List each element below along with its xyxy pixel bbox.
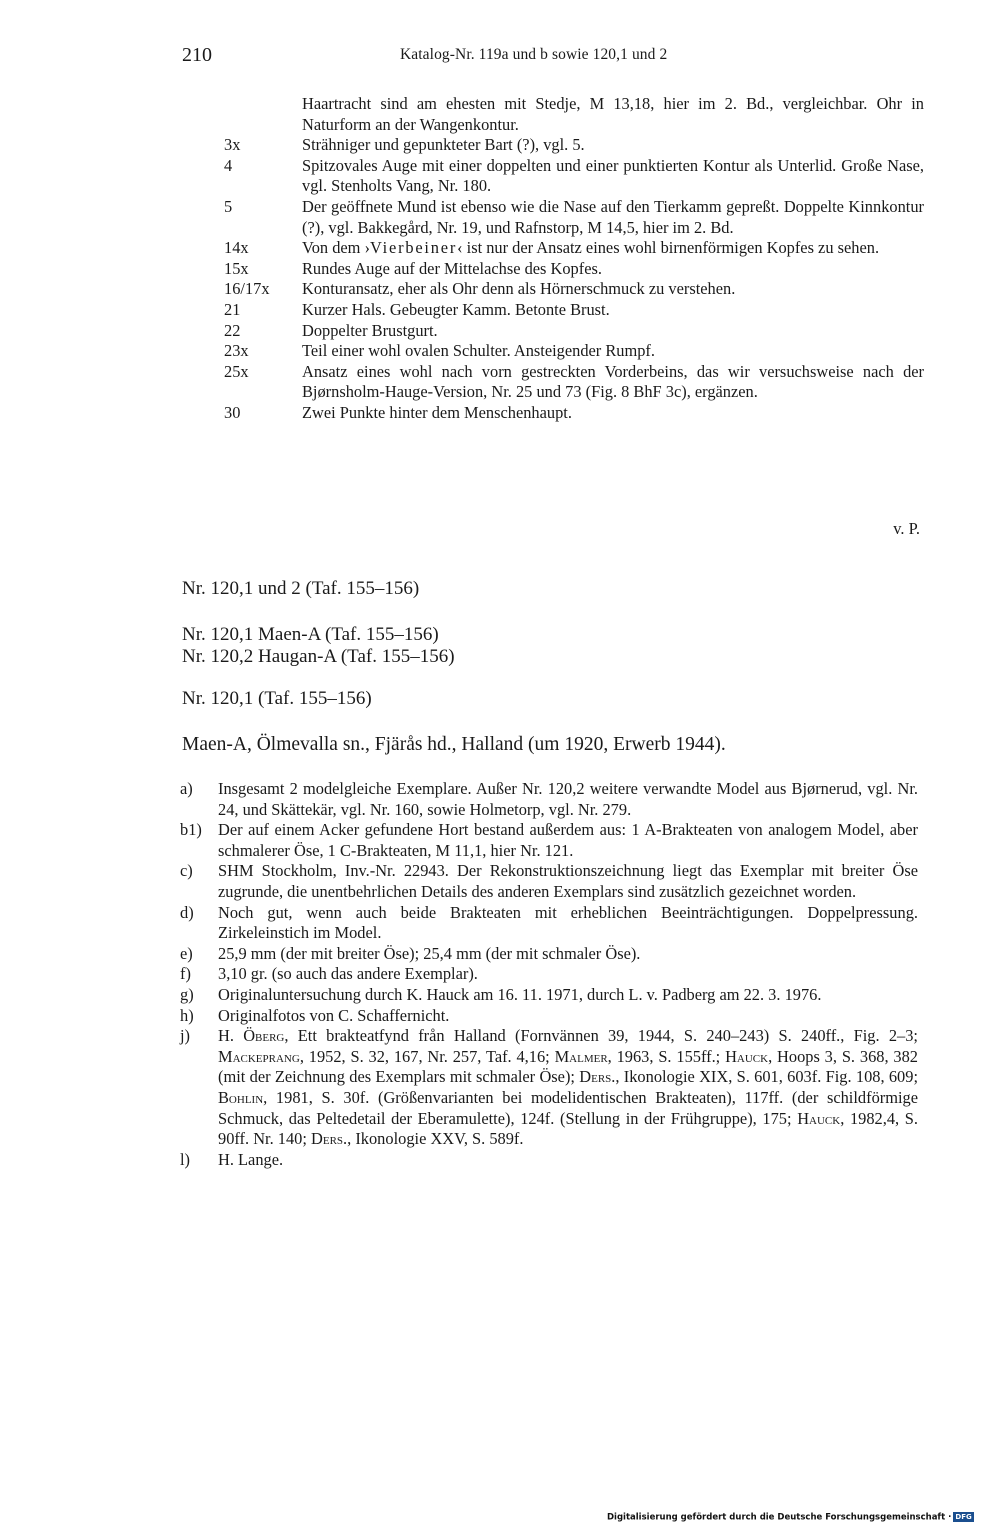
note-item [224, 341, 924, 362]
catalog-entries [180, 779, 918, 1170]
note-item [224, 321, 924, 342]
citation-text: , Ett brakteatfynd från Halland (Fornvännen 39, 1944, S. 240–243) S. 240ff., Fig. 2–3; [284, 1026, 918, 1046]
citation-text: , 1981, S. 30f. (Größenvarianten bei modelidentischen Brakteaten), 117ff. (der schildförmige Schmuck, das Peltedetail der Eberamulette), 124f. (Stellung in der Frühgruppe), 175; [218, 1087, 918, 1128]
entry-key: l) [180, 1149, 191, 1169]
footer-credit [607, 1512, 974, 1523]
entry-item [180, 861, 918, 902]
entry-text: SHM Stockholm, Inv.-Nr. 22943. Der Rekonstruktionszeichnung liegt das Exemplar mit breiter Öse zugrunde, die unentbehrlichen Details des anderen Exemplars sind zusätzlich gezeichnet worden. [218, 861, 918, 901]
item-heading: Nr. 120,1 (Taf. 155–156) [182, 688, 372, 709]
citation-text: , Ikonologie XIX, S. 601, 603f. Fig. 108, 609; [615, 1067, 919, 1087]
author-name: Ders. [311, 1129, 348, 1149]
note-number [224, 94, 302, 135]
citation-text: H. [218, 1026, 244, 1046]
note-item [224, 135, 924, 156]
entry-text: 25,9 mm (der mit breiter Öse); 25,4 mm (der mit schmaler Öse). [218, 943, 641, 963]
entry-item [180, 1026, 918, 1150]
note-number: 16/17x [224, 279, 270, 299]
note-item [224, 94, 924, 135]
entry-item [180, 820, 918, 861]
note-item [224, 197, 924, 238]
citation-text: , 1963, S. 155ff.; [607, 1046, 726, 1066]
note-text: Haartracht sind am ehesten mit Stedje, M 13,18, hier im 2. Bd., vergleichbar. Ohr in Naturform an der Wangenkontur. [302, 94, 924, 134]
note-text: Ansatz eines wohl nach vorn gestreckten Vorderbeins, das wir versuchsweise nach der Bjørnsholm-Hauge-Version, Nr. 25 und 73 (Fig. 8 BhF 3c), ergänzen. [302, 361, 924, 402]
citation-text: , 1952, S. 32, 167, Nr. 257, Taf. 4,16; [299, 1046, 555, 1066]
note-item [224, 300, 924, 321]
entry-key: h) [180, 1005, 194, 1025]
catalog-subheading-2: Nr. 120,2 Haugan-A (Taf. 155–156) [182, 646, 455, 667]
note-item [224, 362, 924, 403]
catalog-subheading-1: Nr. 120,1 Maen-A (Taf. 155–156) [182, 624, 439, 645]
note-text: Spitzovales Auge mit einer doppelten und einer punktierten Kontur als Unterlid. Große Nase, vgl. Stenholts Vang, Nr. 180. [302, 155, 924, 196]
entry-key: e) [180, 943, 193, 963]
running-head: Katalog-Nr. 119a und b sowie 120,1 und 2 [400, 46, 668, 63]
note-number: 5 [224, 196, 233, 216]
entry-key: f) [180, 964, 191, 984]
note-text: Strähniger und gepunkteter Bart (?), vgl. 5. [302, 135, 585, 155]
citation-text: , Hoops 3, S. 368, 382 (mit der Zeichnung des Exemplars mit schmaler Öse); [218, 1046, 918, 1087]
author-name: Malmer [554, 1046, 608, 1066]
note-number: 3x [224, 135, 241, 155]
entry-key: j) [180, 1026, 191, 1046]
note-number: 22 [224, 320, 241, 340]
note-item [224, 259, 924, 280]
author-name: Bohlin [218, 1087, 264, 1107]
entry-text: Der auf einem Acker gefundene Hort bestand außerdem aus: 1 A-Brakteaten von analogem Model, aber schmalerer Öse, 1 C-Brakteaten, M 11,1, hier Nr. 121. [218, 820, 918, 860]
note-item [224, 403, 924, 424]
footer-text: Digitalisierung gefördert durch die Deutsche Forschungsgemeinschaft · [607, 1512, 952, 1523]
note-number: 25x [224, 361, 249, 381]
note-text [302, 238, 924, 259]
note-text-part: Von dem › [302, 238, 370, 258]
catalog-heading: Nr. 120,1 und 2 (Taf. 155–156) [182, 578, 420, 599]
find-location-heading: Maen-A, Ölmevalla sn., Fjärås hd., Halland (um 1920, Erwerb 1944). [182, 734, 726, 755]
note-text: Rundes Auge auf der Mittelachse des Kopfes. [302, 258, 602, 278]
note-text: Teil einer wohl ovalen Schulter. Ansteigender Rumpf. [302, 341, 655, 361]
entry-text: 3,10 gr. (so auch das andere Exemplar). [218, 964, 478, 984]
note-item [224, 156, 924, 197]
entry-text: Originalfotos von C. Schaffernicht. [218, 1005, 450, 1025]
citation-text: , Ikonologie XXV, S. 589f. [347, 1129, 524, 1149]
entry-text: H. Lange. [218, 1149, 284, 1169]
author-name: Hauck [797, 1108, 841, 1128]
entry-item [180, 964, 918, 985]
note-number: 21 [224, 299, 241, 319]
author-name: Ders. [579, 1067, 616, 1087]
entry-key: c) [180, 861, 193, 881]
entry-item [180, 985, 918, 1006]
note-item [224, 279, 924, 300]
notes-list [224, 94, 924, 424]
author-name: Öberg [243, 1026, 285, 1046]
note-number: 14x [224, 238, 249, 258]
entry-item [180, 1150, 918, 1171]
note-text: Doppelter Brustgurt. [302, 320, 438, 340]
entry-item [180, 903, 918, 944]
entry-key: g) [180, 984, 194, 1004]
entry-text: Noch gut, wenn auch beide Brakteaten mit erheblichen Beeinträchtigungen. Doppelpressung. Zirkeleinstich im Model. [218, 902, 918, 943]
entry-item [180, 1006, 918, 1027]
author-name: Mackeprang [218, 1046, 300, 1066]
note-number: 23x [224, 341, 249, 361]
note-text: Der geöffnete Mund ist ebenso wie die Nase auf den Tierkamm gepreßt. Doppelte Kinnkontur (?), vgl. Bakkegård, Nr. 19, und Rafnstorp, M 14,5, hier im 2. Bd. [302, 196, 924, 237]
author-signature: v. P. [893, 519, 920, 538]
entry-item [180, 944, 918, 965]
entry-text: Originaluntersuchung durch K. Hauck am 16. 11. 1971, durch L. v. Padberg am 22. 3. 1976. [218, 984, 822, 1004]
author-name: Hauck [725, 1046, 769, 1066]
entry-key: b1) [180, 820, 202, 840]
entry-key: a) [180, 779, 193, 798]
page-number: 210 [182, 44, 212, 66]
note-text: Zwei Punkte hinter dem Menschenhaupt. [302, 402, 572, 422]
entry-key: d) [180, 902, 194, 922]
note-number: 15x [224, 258, 249, 278]
note-text-part: ‹ ist nur der Ansatz eines wohl birnenförmigen Kopfes zu sehen. [457, 238, 880, 258]
entry-text: Insgesamt 2 modelgleiche Exemplare. Außer Nr. 120,2 weitere verwandte Model aus Bjørnerud, vgl. Nr. 24, und Skättekär, vgl. Nr. 160, sowie Holmetorp, vgl. Nr. 279. [218, 779, 918, 819]
citation-text: , 1982,4, S. 90ff. Nr. 140; [218, 1108, 918, 1149]
note-number: 4 [224, 155, 233, 175]
entry-text [218, 1026, 918, 1150]
note-number: 30 [224, 402, 241, 422]
note-item [224, 238, 924, 259]
note-text: Konturansatz, eher als Ohr denn als Hörnerschmuck zu verstehen. [302, 279, 736, 299]
entry-item [180, 779, 918, 820]
note-text: Kurzer Hals. Gebeugter Kamm. Betonte Brust. [302, 299, 610, 319]
note-text-spaced: Vierbeiner [370, 238, 458, 258]
dfg-logo: DFG [955, 1513, 972, 1521]
